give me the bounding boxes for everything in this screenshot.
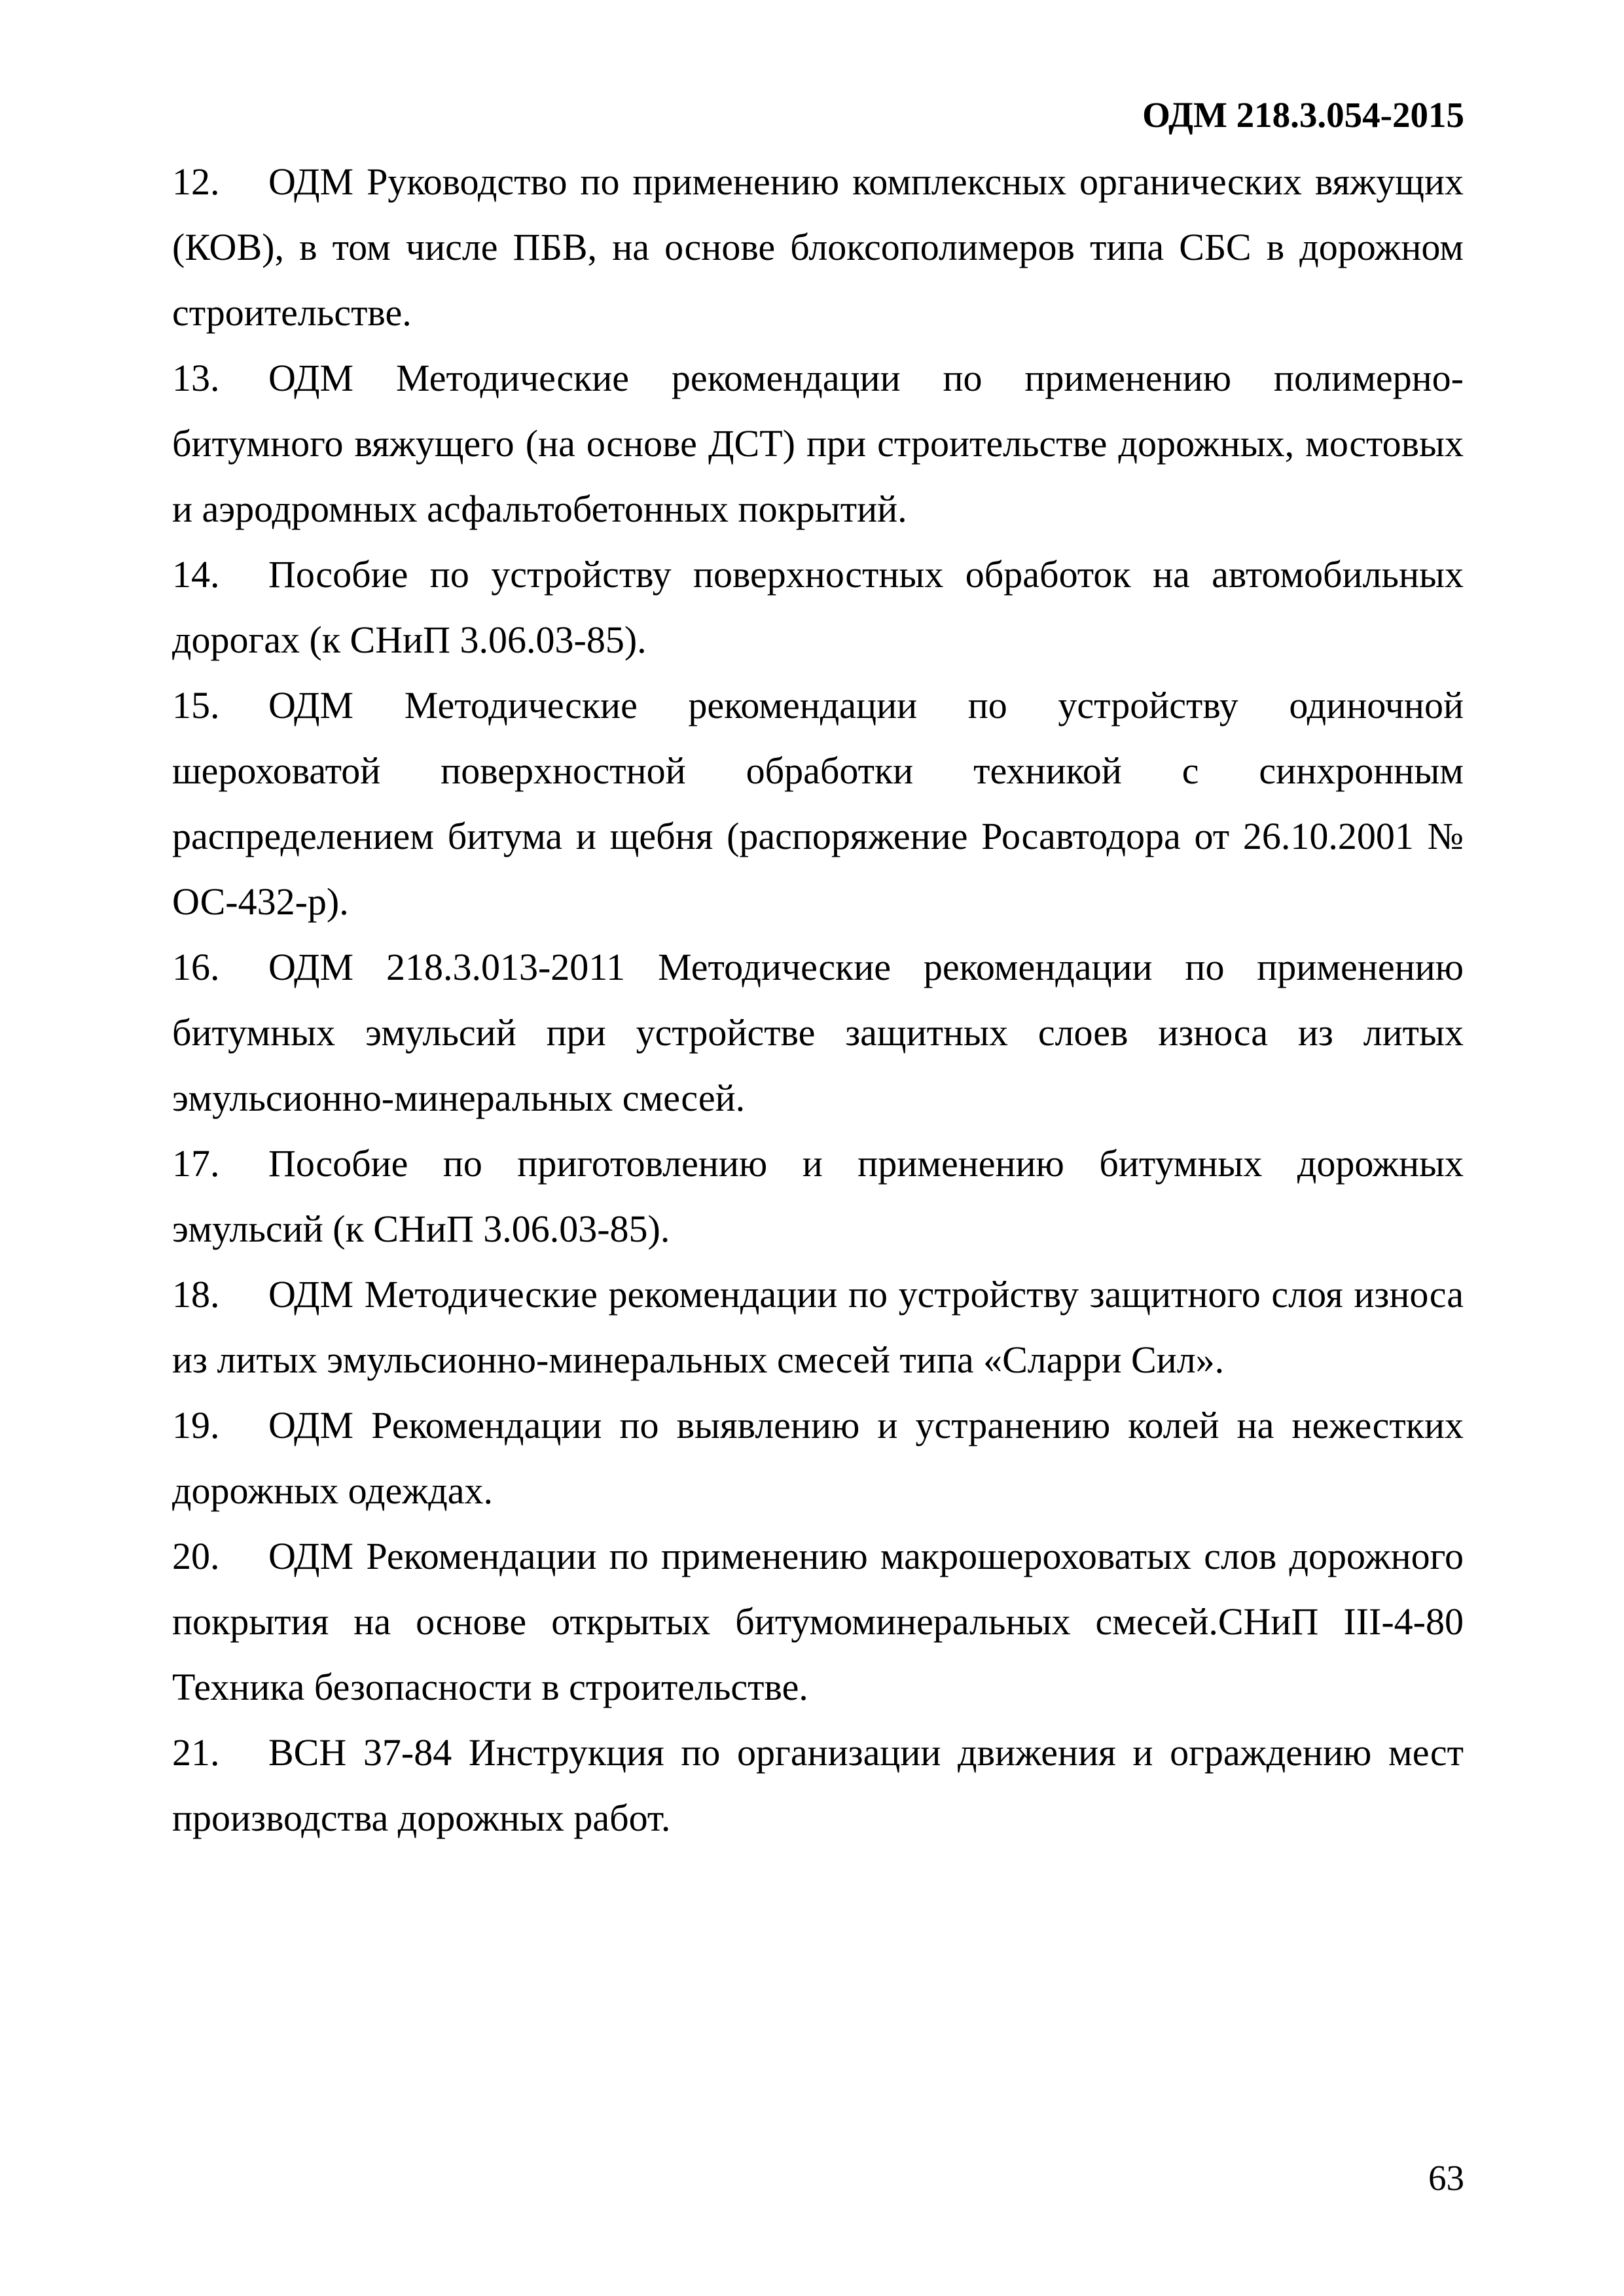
reference-text: ОДМ Методические рекомендации по устройству одиночной шероховатой поверхностной обработки техникой с синхронным распределением битума и щебня (распоряжение Росавтодора от 26.10.2001 № ОС-432-р). xyxy=(172,684,1464,923)
reference-text: Пособие по приготовлению и применению битумных дорожных эмульсий (к СНиП 3.06.03-85). xyxy=(172,1142,1464,1250)
reference-number: 19. xyxy=(172,1404,220,1446)
reference-number: 17. xyxy=(172,1142,220,1185)
reference-number: 14. xyxy=(172,553,220,596)
reference-number: 20. xyxy=(172,1535,220,1577)
reference-number: 12. xyxy=(172,160,220,203)
reference-item-17 xyxy=(172,1131,1464,1262)
reference-item-20 xyxy=(172,1524,1464,1720)
reference-text: ОДМ Методические рекомендации по применению полимерно-битумного вяжущего (на основе ДСТ) при строительстве дорожных, мостовых и аэродромных асфальтобетонных покрытий. xyxy=(172,357,1464,530)
reference-item-19 xyxy=(172,1393,1464,1524)
reference-number: 16. xyxy=(172,946,220,988)
document-code-header: ОДМ 218.3.054-2015 xyxy=(1142,95,1464,135)
reference-text: ОДМ Руководство по применению комплексных органических вяжущих (КОВ), в том числе ПБВ, на основе блоксополимеров типа СБС в дорожном строительстве. xyxy=(172,160,1464,334)
reference-list xyxy=(172,149,1464,1851)
reference-number: 13. xyxy=(172,357,220,399)
reference-item-15 xyxy=(172,673,1464,935)
reference-text: ОДМ Рекомендации по применению макрошероховатых слов дорожного покрытия на основе открытых битумоминеральных смесей.СНиП III-4-80 Техника безопасности в строительстве. xyxy=(172,1535,1464,1708)
reference-item-21 xyxy=(172,1720,1464,1851)
reference-item-16 xyxy=(172,935,1464,1131)
page-number: 63 xyxy=(1428,2158,1464,2198)
reference-text: ОДМ Методические рекомендации по устройству защитного слоя износа из литых эмульсионно-минеральных смесей типа «Сларри Сил». xyxy=(172,1273,1464,1381)
reference-item-14 xyxy=(172,542,1464,673)
reference-item-13 xyxy=(172,346,1464,542)
reference-number: 21. xyxy=(172,1731,220,1774)
reference-number: 18. xyxy=(172,1273,220,1316)
reference-number: 15. xyxy=(172,684,220,726)
reference-text: ОДМ 218.3.013-2011 Методические рекомендации по применению битумных эмульсий при устройстве защитных слоев износа из литых эмульсионно-минеральных смесей. xyxy=(172,946,1464,1119)
reference-text: ОДМ Рекомендации по выявлению и устранению колей на нежестких дорожных одеждах. xyxy=(172,1404,1464,1512)
reference-item-12 xyxy=(172,149,1464,346)
reference-text: Пособие по устройству поверхностных обработок на автомобильных дорогах (к СНиП 3.06.03-85). xyxy=(172,553,1464,661)
reference-text: ВСН 37-84 Инструкция по организации движения и ограждению мест производства дорожных работ. xyxy=(172,1731,1464,1839)
reference-item-18 xyxy=(172,1262,1464,1393)
